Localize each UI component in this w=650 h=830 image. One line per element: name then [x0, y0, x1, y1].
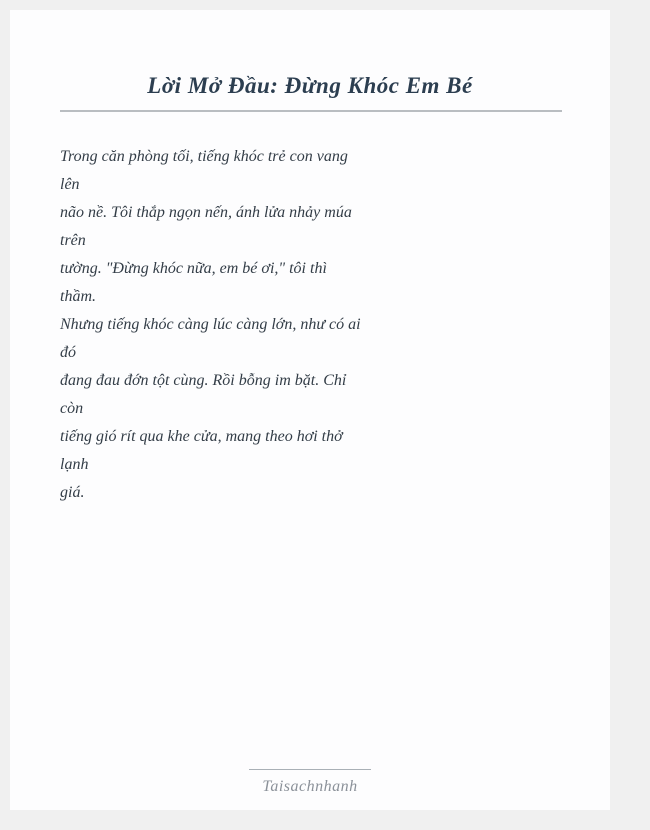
text-line: lạnh [60, 456, 89, 473]
text-line: lên [60, 176, 80, 193]
text-line: thầm. [60, 288, 96, 305]
text-line: Nhưng tiếng khóc càng lúc càng lớn, như có ai [60, 316, 361, 333]
text-line: não nề. Tôi thắp ngọn nến, ánh lửa nhảy múa [60, 204, 352, 221]
footer-divider [249, 769, 371, 770]
chapter-text [10, 143, 610, 507]
text-line: đó [60, 344, 76, 361]
chapter-title: Lời Mở Đầu: Đừng Khóc Em Bé [147, 73, 473, 98]
text-line: tiếng gió rít qua khe cửa, mang theo hơi thở [60, 428, 343, 445]
text-line: giá. [60, 484, 85, 501]
text-line: trên [60, 232, 86, 249]
text-line: đang đau đớn tột cùng. Rồi bỗng im bặt. Chỉ [60, 372, 347, 389]
text-line: còn [60, 400, 84, 417]
title-divider [60, 110, 562, 112]
text-line: Trong căn phòng tối, tiếng khóc trẻ con vang [60, 148, 348, 165]
text-line: tường. "Đừng khóc nữa, em bé ơi," tôi thì [60, 260, 327, 277]
page-footer [10, 769, 610, 798]
footer-brand: Taisachnhanh [262, 778, 358, 795]
book-page [10, 10, 610, 810]
